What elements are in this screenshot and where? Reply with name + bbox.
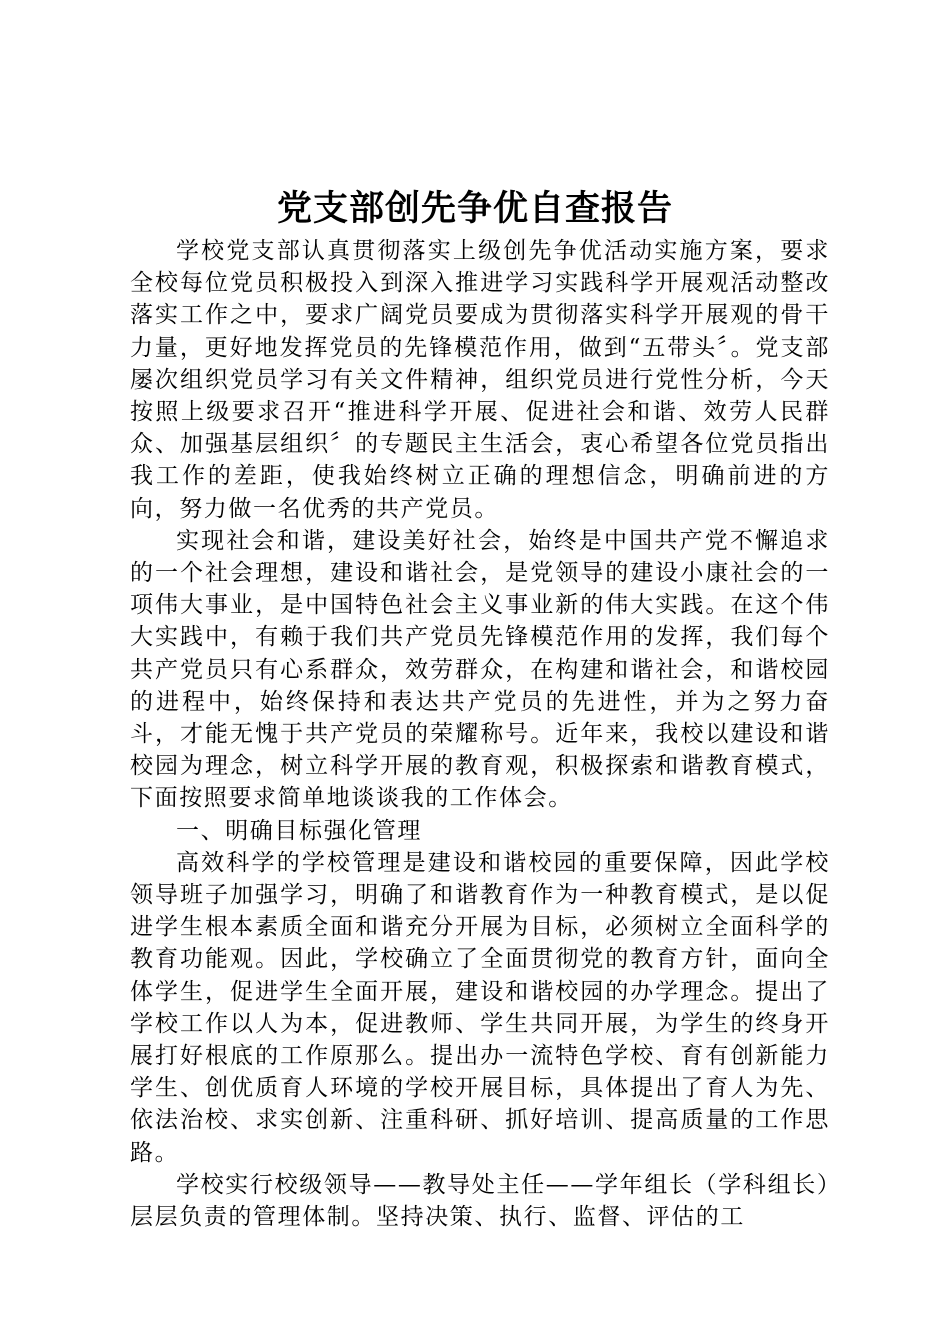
section-heading-1: 一、明确目标强化管理 [176,817,422,844]
paragraph-management: 高效科学的学校管理是建设和谐校园的重要保障，因此学校领导班子加强学习，明确了和谐教育作为一种教育模式，是以促进学生根本素质全面和谐充分开展为目标，必须树立全面科学的教育功能观。因此，学校确立了全面贯彻党的教育方针，面向全体学生，促进学生全面开展，建设和谐校园的办学理念。提出了学校工作以人为本，促进教师、学生共同开展，为学生的终身开展打好根底的工作原那么。提出办一流特色学校、育有创新能力学生、创优质育人环境的学校开展目标，具体提出了育人为先、依法治校、求实创新、注重科研、抓好培训、提高质量的工作思路。 [130,849,830,1166]
paragraph-structure: 学校实行校级领导——教导处主任——学年组长（学科组长）层层负责的管理体制。坚持决策、执行、监督、评估的工 [130,1171,830,1231]
paragraph-intro: 学校党支部认真贯彻落实上级创先争优活动实施方案，要求全校每位党员积极投入到深入推进学习实践科学开展观活动整改落实工作之中，要求广阔党员要成为贯彻落实科学开展观的骨干力量，更好地发挥党员的先锋模范作用，做到“五带头〞。党支部屡次组织党员学习有关文件精神，组织党员进行党性分析，今天按照上级要求召开“推进科学开展、促进社会和谐、效劳人民群众、加强基层组织〞的专题民主生活会，衷心希望各位党员指出我工作的差距，使我始终树立正确的理想信念，明确前进的方向，努力做一名优秀的共产党员。 [130,238,830,522]
document-body [130,235,830,1233]
document-title: 党支部创先争优自查报告 [276,188,673,229]
paragraph-harmony: 实现社会和谐，建设美好社会，始终是中国共产党不懈追求的一个社会理想，建设和谐社会，是党领导的建设小康社会的一项伟大事业，是中国特色社会主义事业新的伟大实践。在这个伟大实践中，有赖于我们共产党员先锋模范作用的发挥，我们每个共产党员只有心系群众，效劳群众，在构建和谐社会，和谐校园的进程中，始终保持和表达共产党员的先进性，并为之努力奋斗，才能无愧于共产党员的荣耀称号。近年来，我校以建设和谐校园为理念，树立科学开展的教育观，积极探索和谐教育模式，下面按照要求简单地谈谈我的工作体会。 [130,527,830,812]
